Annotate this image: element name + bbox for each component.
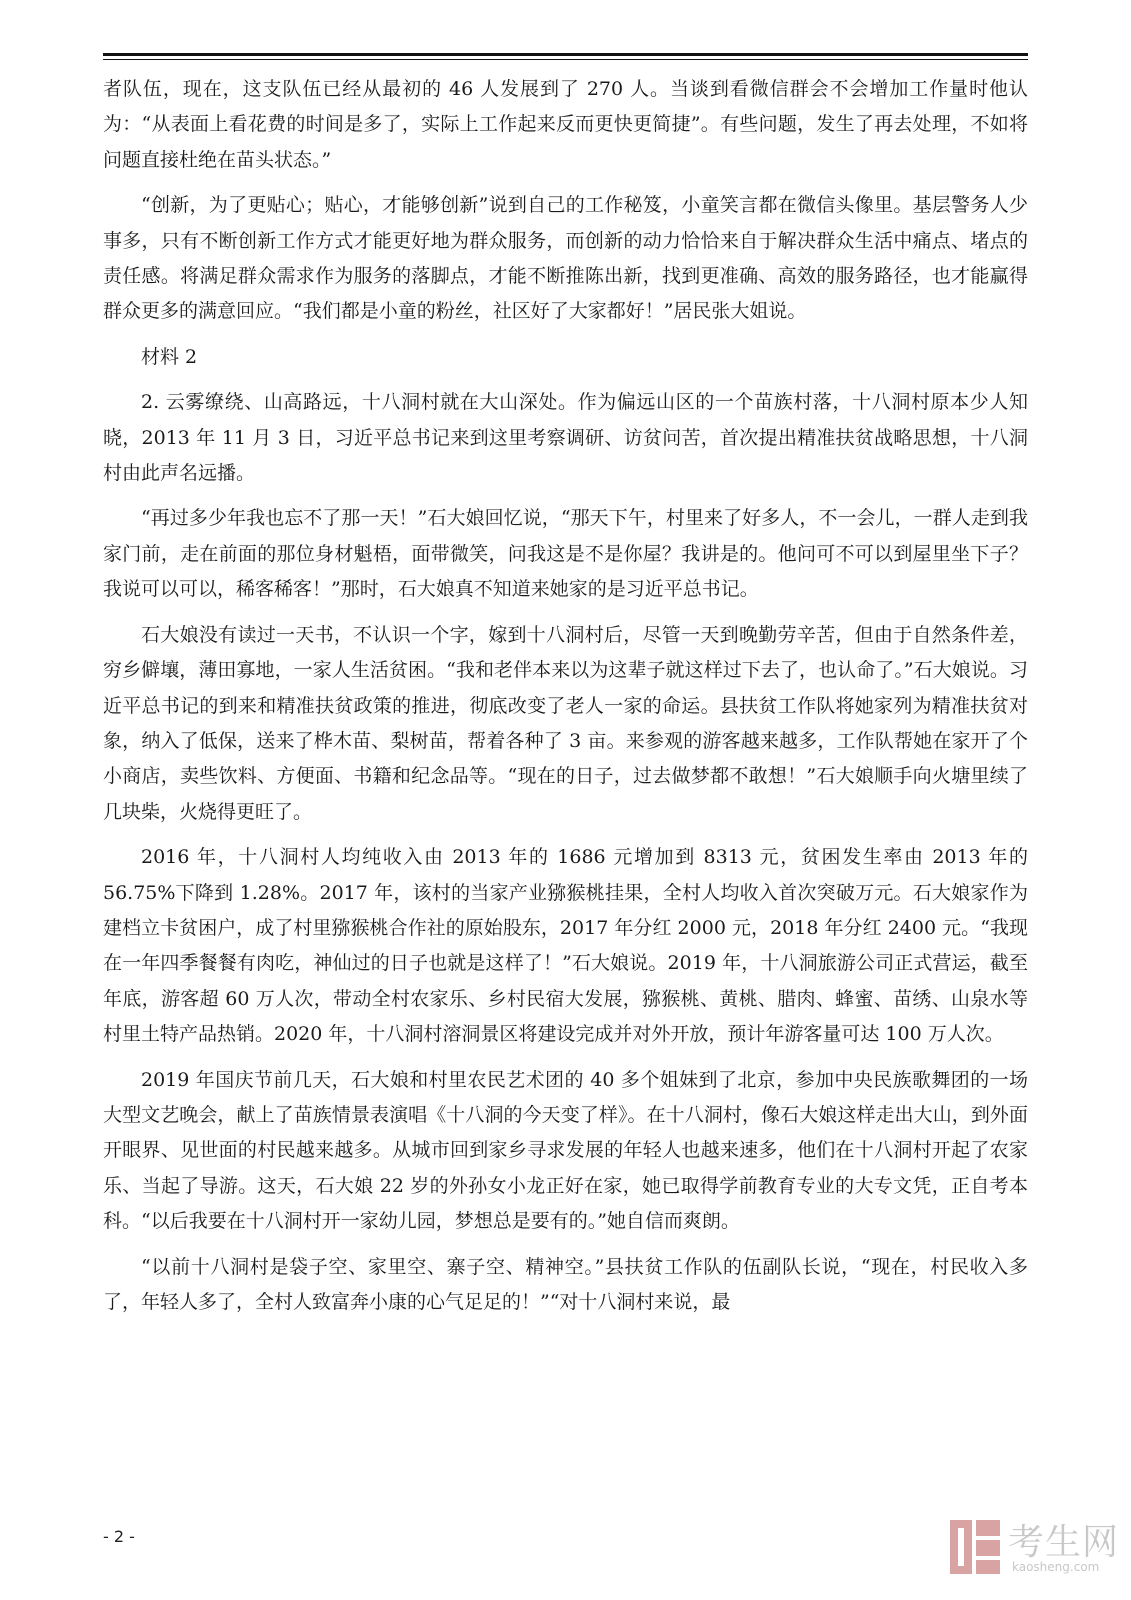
header-rule-thick [103, 53, 1028, 56]
paragraph-6: 2016 年，十八洞村人均纯收入由 2013 年的 1686 元增加到 8313 元，贫困发生率由 2013 年的 56.75%下降到 1.28%。2017 年，该村的当家产业猕猴桃挂果，全村人均收入首次突破万元。石大娘家作为建档立卡贫困户，成了村里猕猴桃合作社的原始股东，2017 年分红 2000 元，2018 年分红 2400 元。“我现在一年四季餐餐有肉吃，神仙过的日子也就是这样了！”石大娘说。2019 年，十八洞旅游公司正式营运，截至年底，游客超 60 万人次，带动全村农家乐、乡村民宿大发展，猕猴桃、黄桃、腊肉、蜂蜜、苗绣、山泉水等村里土特产品热销。2020 年，十八洞村溶洞景区将建设完成并对外开放，预计年游客量可达 100 万人次。 [103, 846, 1028, 1046]
watermark [946, 1514, 1126, 1586]
section-heading-material-2: 材料 2 [141, 345, 198, 368]
header-rule-thin [103, 59, 1028, 60]
paragraph-5: 石大娘没有读过一天书，不认识一个字，嫁到十八洞村后，尽管一天到晚勤劳辛苦，但由于自然条件差，穷乡僻壤，薄田寡地，一家人生活贫困。“我和老伴本来以为这辈子就这样过下去了，也认命了。”石大娘说。习近平总书记的到来和精准扶贫政策的推进，彻底改变了老人一家的命运。县扶贫工作队将她家列为精准扶贫对象，纳入了低保，送来了桦木苗、梨树苗，帮着各种了 3 亩。来参观的游客越来越多，工作队帮她在家开了个小商店，卖些饮料、方便面、书籍和纪念品等。“现在的日子，过去做梦都不敢想！”石大娘顺手向火塘里续了几块柴，火烧得更旺了。 [103, 623, 1028, 823]
watermark-title: 考生网 [1008, 1522, 1120, 1563]
document-body [103, 72, 1028, 1320]
watermark-url: kaosheng.com [1012, 1560, 1100, 1574]
page-number: - 2 - [103, 1527, 135, 1546]
paragraph-8: “以前十八洞村是袋子空、家里空、寨子空、精神空。”县扶贫工作队的伍副队长说，“现在，村民收入多了，年轻人多了，全村人致富奔小康的心气足足的！”“对十八洞村来说，最 [103, 1255, 1028, 1313]
paragraph-2: “创新，为了更贴心；贴心，才能够创新”说到自己的工作秘笈，小童笑言都在微信头像里。基层警务人少事多，只有不断创新工作方式才能更好地为群众服务，而创新的动力恰恰来自于解决群众生活中痛点、堵点的责任感。将满足群众需求作为服务的落脚点，才能不断推陈出新，找到更准确、高效的服务路径，也才能赢得群众更多的满意回应。“我们都是小童的粉丝，社区好了大家都好！”居民张大姐说。 [103, 194, 1028, 323]
paragraph-3: 2. 云雾缭绕、山高路远，十八洞村就在大山深处。作为偏远山区的一个苗族村落，十八洞村原本少人知晓，2013 年 11 月 3 日，习近平总书记来到这里考察调研、访贫问苦，首次提出精准扶贫战略思想，十八洞村由此声名远播。 [103, 391, 1028, 485]
paragraph-1: 者队伍，现在，这支队伍已经从最初的 46 人发展到了 270 人。当谈到看微信群会不会增加工作量时他认为：“从表面上看花费的时间是多了，实际上工作起来反而更快更简捷”。有些问题，发生了再去处理，不如将问题直接杜绝在苗头状态。” [103, 78, 1028, 171]
watermark-logo-icon [946, 1516, 1004, 1578]
paragraph-4: “再过多少年我也忘不了那一天！”石大娘回忆说，“那天下午，村里来了好多人，不一会儿，一群人走到我家门前，走在前面的那位身材魁梧，面带微笑，问我这是不是你屋？我讲是的。他问可不可以到屋里坐下子？我说可以可以，稀客稀客！”那时，石大娘真不知道来她家的是习近平总书记。 [103, 507, 1028, 601]
paragraph-7: 2019 年国庆节前几天，石大娘和村里农民艺术团的 40 多个姐妹到了北京，参加中央民族歌舞团的一场大型文艺晚会，献上了苗族情景表演唱《十八洞的今天变了样》。在十八洞村，像石大娘这样走出大山，到外面开眼界、见世面的村民越来越多。从城市回到家乡寻求发展的年轻人也越来速多，他们在十八洞村开起了农家乐、当起了导游。这天，石大娘 22 岁的外孙女小龙正好在家，她已取得学前教育专业的大专文凭，正自考本科。“以后我要在十八洞村开一家幼儿园，梦想总是要有的。”她自信而爽朗。 [103, 1068, 1028, 1233]
